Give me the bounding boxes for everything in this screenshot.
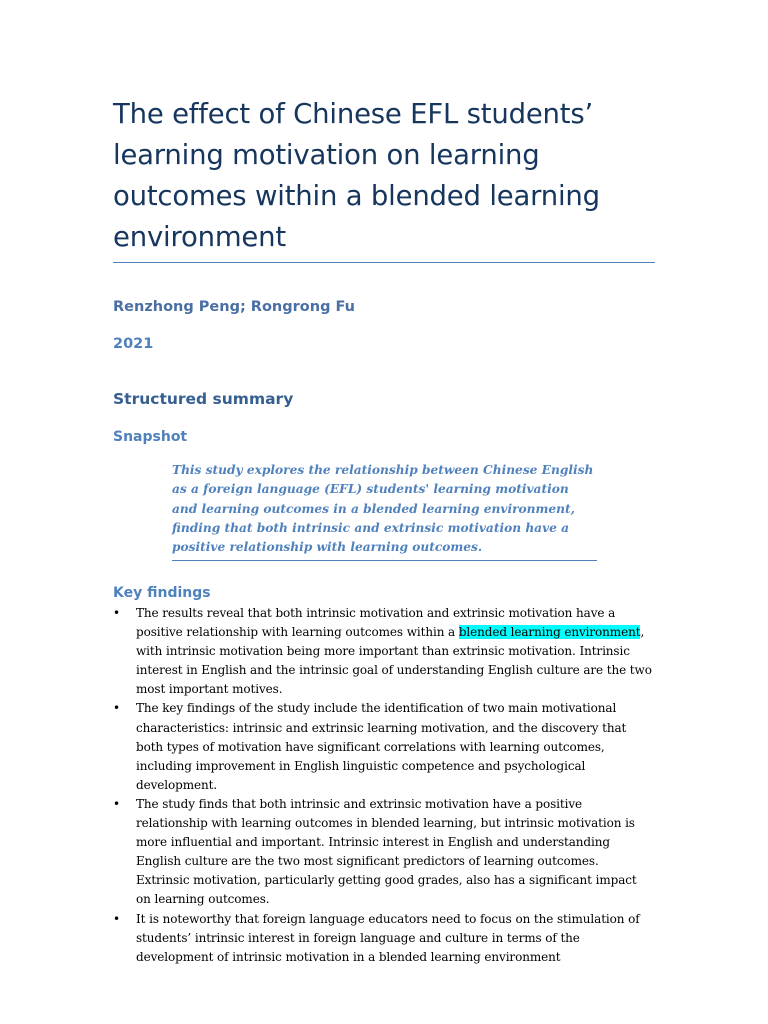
bullet-icon: • (113, 606, 120, 620)
bullet-icon: • (113, 796, 120, 811)
structured-summary-heading: Structured summary (113, 390, 294, 408)
title-divider (113, 262, 655, 263)
document-year: 2021 (113, 336, 154, 352)
finding-text: It is noteworthy that foreign language educators need to focus on the stimulation of students’ intrinsic interest in foreign language and culture in terms of the development of intrinsic motivation in a blended learning environment (136, 911, 640, 964)
bullet-icon: • (113, 701, 120, 716)
finding-item (113, 795, 653, 910)
document-title: The effect of Chinese EFL students’ learning motivation on learning outcomes within a blended learning environment (113, 98, 600, 253)
key-findings-heading: Key findings (113, 585, 211, 601)
finding-text-after: , with intrinsic motivation being more important than extrinsic motivation. Intrinsic interest in English and the intrinsic goal of understanding English culture are the two most important motives. (136, 625, 652, 697)
finding-item (113, 910, 653, 967)
key-findings-list (113, 604, 653, 967)
finding-text: The study finds that both intrinsic and extrinsic motivation have a positive relationship with learning outcomes in blended learning, but intrinsic motivation is more influential and important. Intrinsic interest in English and understanding English culture are the two most significant predictors of learning outcomes. Extrinsic motivation, particularly getting good grades, also has a significant impact on learning outcomes. (136, 796, 637, 907)
finding-text: The key findings of the study include the identification of two main motivational characteristics: intrinsic and extrinsic learning motivation, and the discovery that both types of motivation have significant correlations with learning outcomes, including improvement in English linguistic competence and psychological development. (136, 701, 627, 792)
finding-item (113, 699, 653, 794)
document-authors: Renzhong Peng; Rongrong Fu (113, 299, 356, 315)
highlighted-phrase: blended learning environment (458, 625, 641, 640)
bullet-icon: • (113, 911, 120, 926)
snapshot-heading: Snapshot (113, 429, 188, 445)
snapshot-quote: This study explores the relationship between Chinese English as a foreign language (EFL) students' learning motivation and learning outcomes in a blended learning environment, finding that both intrinsic and extrinsic motivation have a positive relationship with learning outcomes. (172, 461, 597, 561)
finding-text-before: The results reveal that both intrinsic motivation and extrinsic motivation have a positive relationship with learning outcomes within a (136, 606, 616, 640)
finding-item (113, 604, 653, 699)
